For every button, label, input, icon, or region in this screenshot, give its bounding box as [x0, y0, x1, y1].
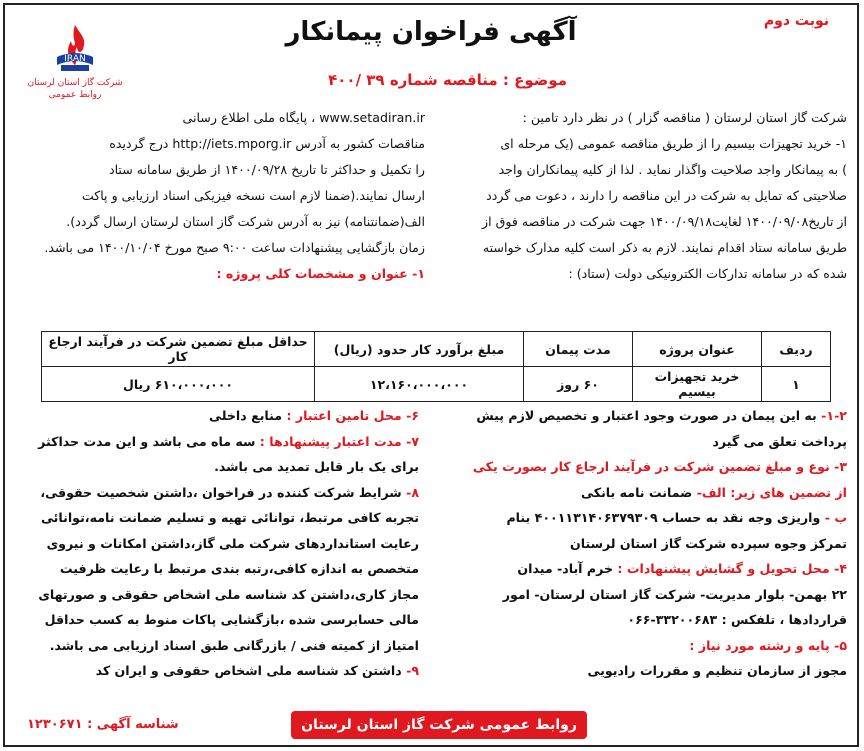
condition-line: برای یک بار قابل تمدید می باشد.: [214, 459, 419, 474]
table-header: حداقل مبلغ تضمین شرکت در فرآیند ارجاع کار: [42, 332, 315, 367]
logo-caption-company: شرکت گاز استان لرستان: [27, 78, 123, 88]
condition-line: از تضمین های زیر: الف- ضمانت نامه بانکی: [581, 484, 847, 500]
intro-line: ) به پیمانکار واجد صلاحیت واگذار نماید . لذا از کلیه پیمانکاران واجد: [498, 162, 847, 177]
table-header: ردیف: [762, 332, 831, 367]
intro-line: را تکمیل و حداکثر تا تاریخ ۱۴۰۰/۰۹/۲۸ از طریق سامانه ستاد: [108, 162, 425, 177]
intro-line: شرکت گاز استان لرستان ( مناقصه گزار ) در نظر دارد تامین :: [522, 110, 847, 125]
project-table: [41, 331, 831, 402]
conditions-left-column: [7, 403, 419, 684]
condition-line: امتیاز از کمیته فنی / بازرگانی طبق اسناد ارزیابی می باشد.: [49, 637, 419, 653]
public-relations-banner: روابط عمومی شرکت گاز استان لرستان: [291, 711, 587, 739]
condition-line: مالی حسابرسی شده ،بازگشایی پاکات منوط به کسب حداقل: [44, 612, 419, 627]
table-cell: ۶۰ روز: [524, 367, 633, 402]
table-cell: ۱: [762, 367, 831, 402]
condition-line: ۸- شرایط شرکت کننده در فراخوان ،داشتن شخصیت حقوقی،: [40, 484, 419, 500]
intro-line: ۱- خرید تجهیزات بیسیم را از طریق مناقصه عمومی (یک مرحله ای: [500, 136, 847, 151]
condition-line: ب - واریزی وجه نقد به حساب ۴۰۰۱۱۳۱۴۰۶۳۷۹۳۰۹ بنام: [506, 510, 847, 525]
intro-line: طریق سامانه ستاد اقدام نمایند. لازم به ذکر است کلیه مدارک خواسته: [482, 240, 847, 255]
ad-identifier: شناسه آگهی : ۱۲۳۰۶۷۱: [27, 717, 179, 732]
section-1-title: ۱- عنوان و مشخصات کلی پروژه :: [216, 266, 425, 281]
intro-line: ارسال نمایند.(ضمنا لازم است نسخه فیزیکی اسناد ارزیابی و پاکت: [81, 188, 425, 203]
table-header-row: [42, 332, 831, 367]
condition-line: ۴- محل تحویل و گشایش پیشنهادات : خرم آباد- میدان: [517, 561, 847, 576]
intro-line: الف(ضمانتنامه) نیز به آدرس شرکت گاز استان لرستان ارسال گردد).: [66, 214, 425, 229]
condition-line: ۵- پایه و رشته مورد نیاز :: [689, 637, 847, 653]
tender-subject: موضوع : مناقصه شماره ۳۹ /۴۰۰: [328, 71, 567, 89]
condition-line: ۳- نوع و مبلغ تضمین شرکت در فرآیند ارجاع کار بصورت یکی: [472, 459, 847, 474]
condition-line: ۹- داشتن کد شناسه ملی اشخاص حقوقی و ایران کد: [95, 663, 419, 678]
table-cell: خرید تجهیزات بیسیم: [633, 367, 762, 402]
svg-text:IRAN: IRAN: [64, 54, 86, 64]
intro-line: www.setadiran.ir ، پایگاه ملی اطلاع رسانی: [182, 110, 425, 125]
condition-line: ۱-۲- به این پیمان در صورت وجود اعتبار و تخصیص لازم پیش: [476, 408, 847, 423]
logo-caption-pr: روابط عمومی: [48, 90, 102, 100]
table-header: مبلغ برآورد کار حدود (ریال): [315, 332, 524, 367]
intro-line: شده که در سامانه تدارکات الکترونیکی دولت (ستاد) :: [568, 266, 847, 281]
publication-round: نوبت دوم: [763, 13, 829, 29]
intro-line: از تاریخ۱۴۰۰/۰۹/۰۸ لغایت۱۴۰۰/۰۹/۱۸ جهت شرکت در مناقصه فوق از: [482, 214, 847, 229]
condition-line: تجربه کافی مرتبط، توانائی تهیه و تسلیم ضمانت نامه،توانائی: [40, 510, 419, 525]
condition-line: متخصص به اندازه کافی،رتبه بندی مرتبط با رعایت ظرفیت: [59, 561, 419, 576]
table-cell: ۱۲،۱۶۰،۰۰۰،۰۰۰: [315, 367, 524, 402]
condition-line: رعایت استانداردهای شرکت ملی گاز،داشتن امکانات و نیروی: [46, 535, 419, 551]
condition-line: مجاز کاری،داشتن کد شناسه ملی اشخاص حقوقی و صورتهای: [38, 586, 419, 602]
condition-line: قراردادها ، تلفکس : ۳۳۲۰۰۶۸۳-۰۶۶: [627, 612, 847, 627]
gas-flame-logo-icon: [43, 21, 107, 77]
page-title: آگهی فراخوان پیمانکار: [285, 17, 577, 47]
condition-line: ۷- مدت اعتبار پیشنهادها : سه ماه می باشد و این مدت حداکثر: [38, 433, 419, 449]
ad-page: [3, 3, 859, 747]
intro-right-column: [437, 105, 847, 287]
intro-line: صلاحیتی که تمایل به شرکت در این مناقصه را دارند ، دعوت می گردد: [486, 188, 847, 203]
table-header: مدت پیمان: [524, 332, 633, 367]
condition-line: ۶- محل تامین اعتبار : منابع داخلی: [208, 408, 419, 423]
condition-line: مجوز از سازمان تنظیم و مقررات رادیویی: [587, 663, 847, 678]
conditions-right-column: [432, 403, 847, 684]
condition-line: پرداخت تعلق می گیرد: [712, 433, 847, 449]
intro-line: زمان بازگشایی پیشنهادات ساعت ۹:۰۰ صبح مورخ ۱۴۰۰/۱۰/۰۴ می باشد.: [44, 240, 425, 255]
table-row: [42, 367, 831, 402]
table-header: عنوان پروژه: [633, 332, 762, 367]
intro-line: مناقصات کشور به آدرس http://iets.mporg.ir درج گردیده: [109, 136, 425, 151]
company-logo: [15, 21, 135, 101]
condition-line: تمرکز وجوه سپرده شرکت گاز استان لرستان: [569, 535, 847, 551]
condition-line: ۲۲ بهمن- بلوار مدیریت- شرکت گاز استان لرستان- امور: [502, 586, 847, 602]
table-cell: ۶۱۰،۰۰۰،۰۰۰ ریال: [42, 367, 315, 402]
intro-left-column: [5, 105, 425, 287]
